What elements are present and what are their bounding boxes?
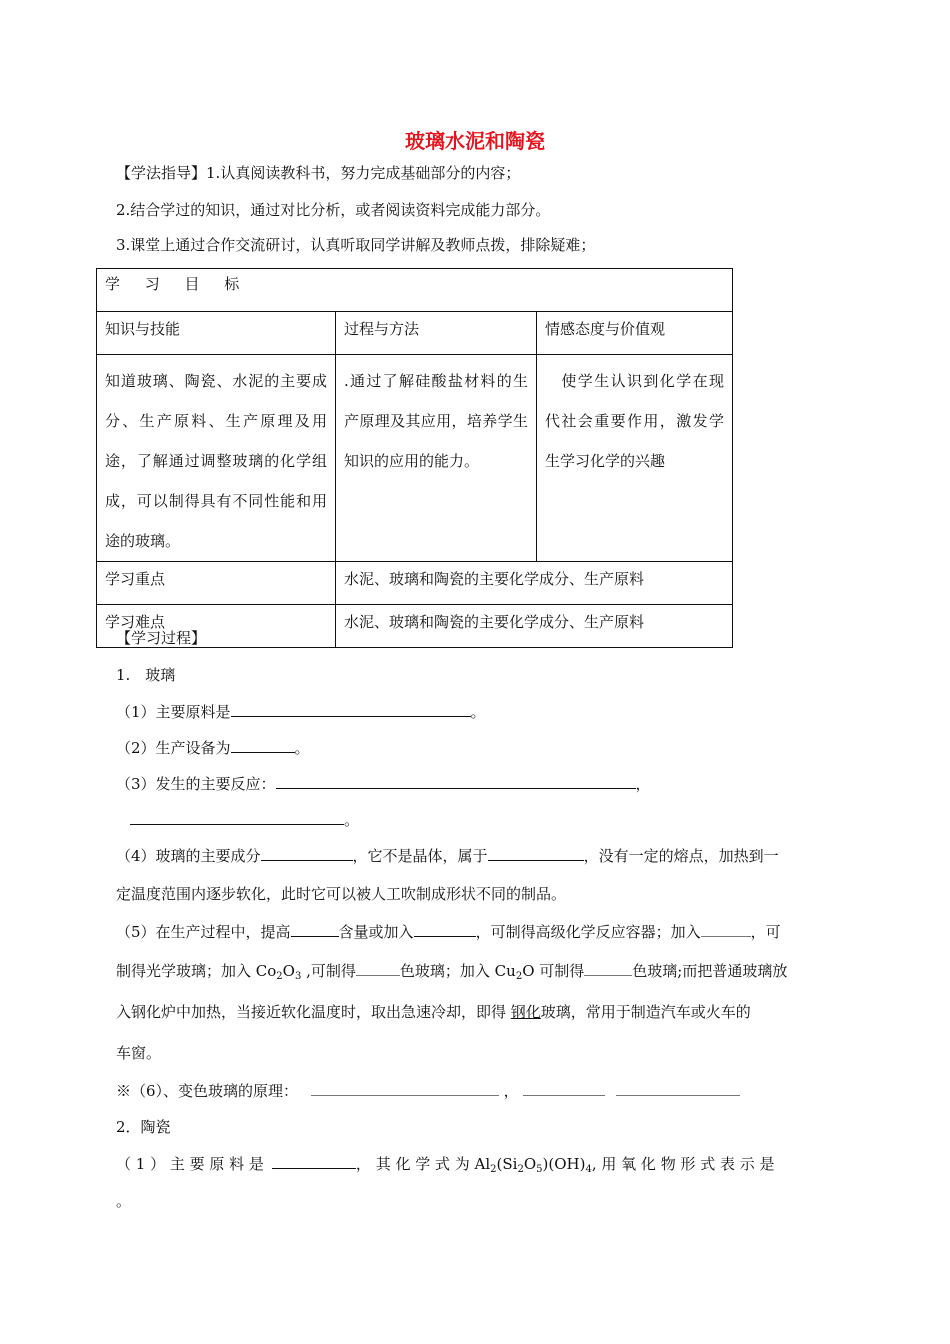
key-points-label: 学习重点 <box>97 562 336 605</box>
difficulties-label: 学习难点 <box>97 605 336 648</box>
answer-blank[interactable] <box>276 774 636 789</box>
question-3: （3）发生的主要反应： ， <box>116 775 651 793</box>
tempered-glass-underline: 钢化 <box>510 1003 541 1021</box>
ceramic-question-1: （ 1 ） 主 要 原 料 是 ， 其 化 学 式 为 $Al_2(Si_2O_5)(OH)_4$, 用 氧 化 物 形 式 表 示 是 <box>116 1155 775 1175</box>
col-process-body: .通过了解硅酸盐材料的生产原理及其应用，培养学生知识的应用的能力。 <box>336 355 537 562</box>
process-label: 【学习过程】 <box>116 629 207 647</box>
answer-blank[interactable] <box>291 922 339 937</box>
difficulties-value: 水泥、玻璃和陶瓷的主要化学成分、生产原料 <box>336 605 733 648</box>
answer-blank[interactable] <box>311 1081 499 1096</box>
question-5-line-2: 制得光学玻璃；加入 $Co_2O_3$ ,可制得 色玻璃；加入 $Cu_2O$ 可制得 色玻璃;而把普通玻璃放 <box>116 962 788 982</box>
col-attitude-body: 使学生认识到化学在现代社会重要作用，激发学生学习化学的兴趣 <box>537 355 733 562</box>
ceramic-question-1-cont: 。 <box>116 1192 132 1210</box>
answer-blank[interactable] <box>261 846 353 861</box>
col-process-head: 过程与方法 <box>336 312 537 355</box>
answer-blank[interactable] <box>231 702 471 717</box>
answer-blank[interactable] <box>523 1081 605 1096</box>
guide-item-2: 2.结合学过的知识，通过对比分析，或者阅读资料完成能力部分。 <box>116 201 551 219</box>
study-guide-line-1 <box>116 163 520 183</box>
answer-blank[interactable] <box>616 1081 740 1096</box>
question-5-line-4: 车窗。 <box>116 1044 162 1062</box>
question-4-cont: 定温度范围内逐步软化，此时它可以被人工吹制成形状不同的制品。 <box>116 885 567 903</box>
ceramic-heading: 2．陶瓷 <box>116 1118 171 1136</box>
answer-blank[interactable] <box>130 810 344 825</box>
answer-blank[interactable] <box>231 738 295 753</box>
learning-objectives-table <box>96 268 733 648</box>
answer-blank[interactable] <box>414 922 476 937</box>
guide-item-1: 1.认真阅读教科书，努力完成基础部分的内容； <box>206 164 521 182</box>
col-knowledge-body: 知道玻璃、陶瓷、水泥的主要成分、生产原料、生产原理及用途，了解通过调整玻璃的化学组成，可以制得具有不同性能和用途的玻璃。 <box>97 355 336 562</box>
answer-blank[interactable] <box>356 961 400 976</box>
objectives-header: 学 习 目 标 <box>97 269 733 312</box>
question-3-cont: 。 <box>130 810 359 830</box>
question-6: ※（6）、变色玻璃的原理： ， <box>116 1081 740 1101</box>
answer-blank[interactable] <box>272 1154 356 1169</box>
question-1: （1）主要原料是 。 <box>116 703 486 721</box>
key-points-value: 水泥、玻璃和陶瓷的主要化学成分、生产原料 <box>336 562 733 605</box>
study-guide-label: 【学法指导】 <box>116 164 207 182</box>
question-5-line-3: 入钢化炉中加热，当接近软化温度时，取出急速冷却，即得 钢化玻璃，常用于制造汽车或火车的 <box>116 1003 751 1021</box>
col-knowledge-head: 知识与技能 <box>97 312 336 355</box>
answer-blank[interactable] <box>488 846 584 861</box>
page-title: 玻璃水泥和陶瓷 <box>405 129 545 153</box>
answer-blank[interactable] <box>701 922 751 937</box>
guide-item-3: 3.课堂上通过合作交流研讨，认真听取同学讲解及教师点拨，排除疑难； <box>116 236 596 254</box>
question-2: （2）生产设备为 。 <box>116 739 310 757</box>
glass-heading: 1. 玻璃 <box>116 666 176 684</box>
col-attitude-head: 情感态度与价值观 <box>537 312 733 355</box>
answer-blank[interactable] <box>584 961 632 976</box>
question-4: （4）玻璃的主要成分 ，它不是晶体，属于 ，没有一定的熔点，加热到一 <box>116 847 779 865</box>
question-5: （5）在生产过程中，提高 含量或加入 ，可制得高级化学反应容器；加入 ，可 <box>116 923 781 941</box>
